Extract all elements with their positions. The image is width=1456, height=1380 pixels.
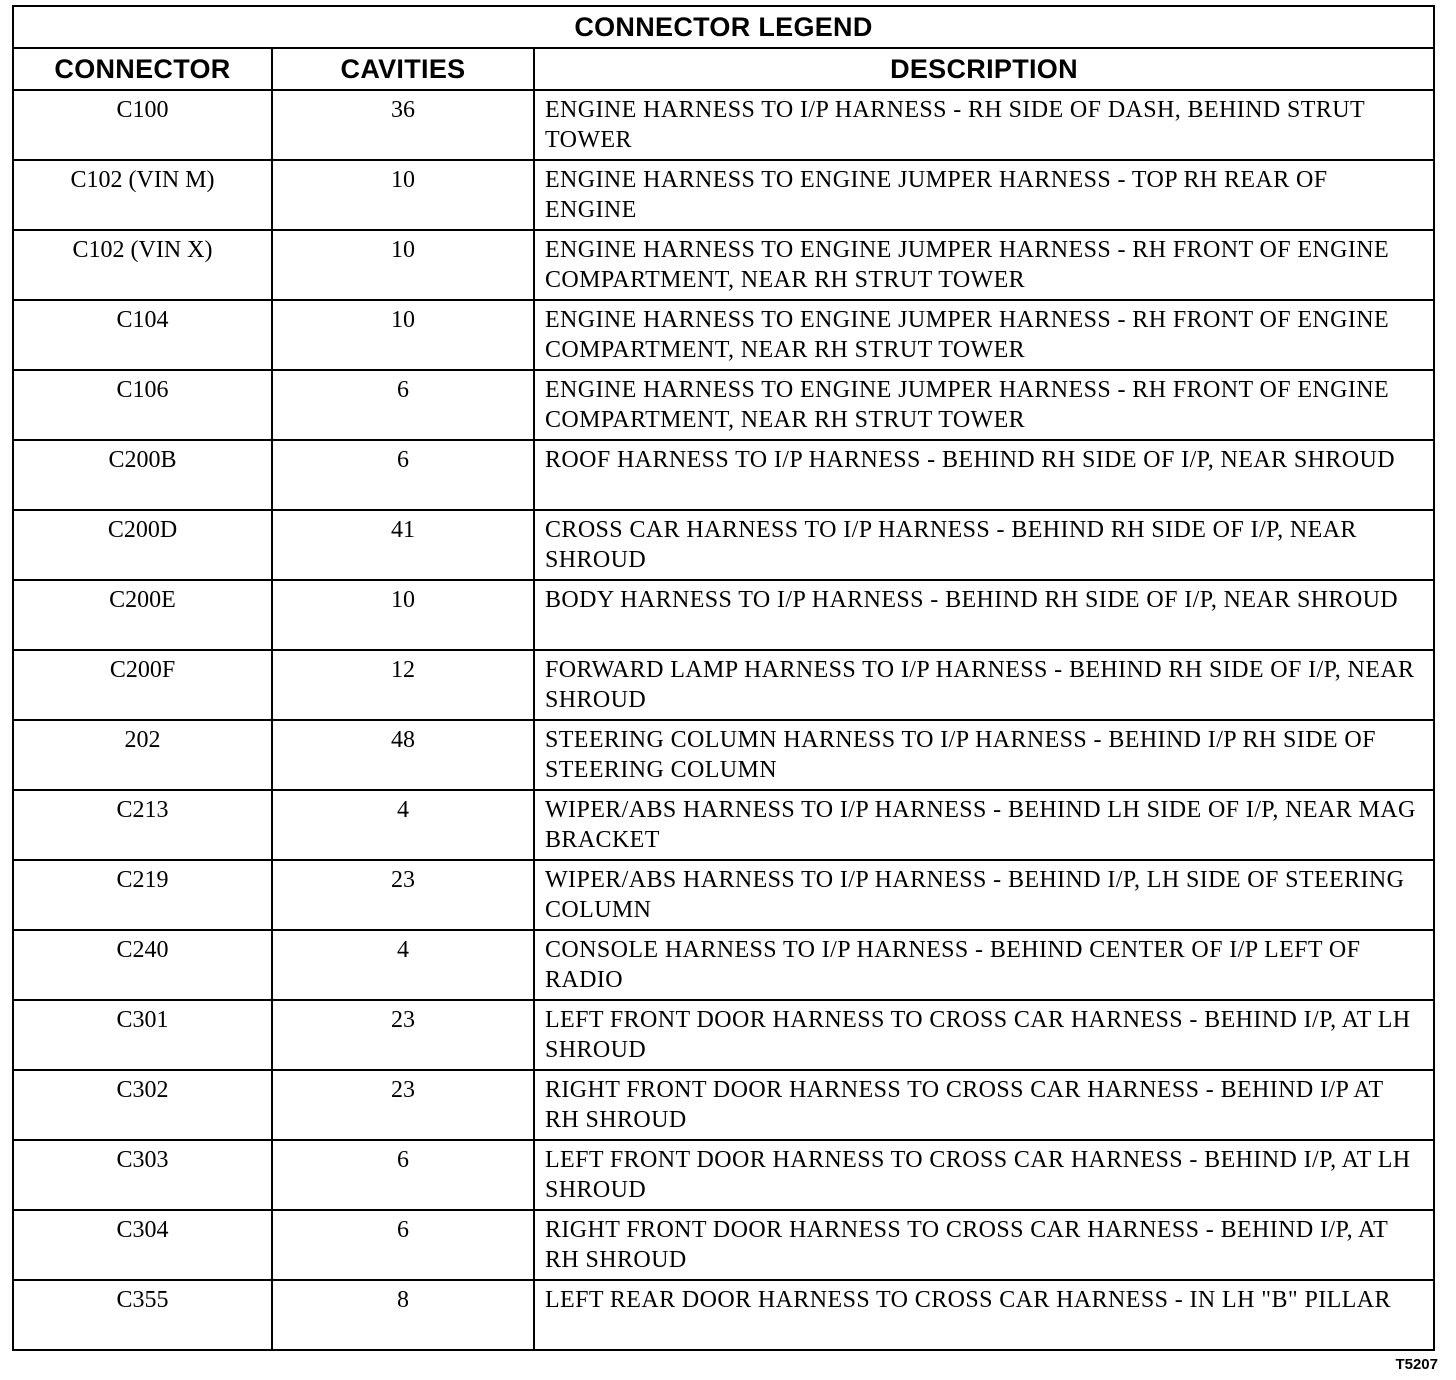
- connector-cell: C106: [13, 370, 272, 440]
- description-cell: CONSOLE HARNESS TO I/P HARNESS - BEHIND CENTER OF I/P LEFT OF RADIO: [534, 930, 1434, 1000]
- description-cell: WIPER/ABS HARNESS TO I/P HARNESS - BEHIND LH SIDE OF I/P, NEAR MAG BRACKET: [534, 790, 1434, 860]
- description-cell: ENGINE HARNESS TO I/P HARNESS - RH SIDE OF DASH, BEHIND STRUT TOWER: [534, 90, 1434, 160]
- description-cell: RIGHT FRONT DOOR HARNESS TO CROSS CAR HARNESS - BEHIND I/P AT RH SHROUD: [534, 1070, 1434, 1140]
- connector-cell: C302: [13, 1070, 272, 1140]
- connector-cell: C200F: [13, 650, 272, 720]
- table-row: [13, 230, 1434, 300]
- connector-cell: C100: [13, 90, 272, 160]
- cavities-cell: 8: [272, 1280, 534, 1350]
- cavities-cell: 41: [272, 510, 534, 580]
- connector-cell: C303: [13, 1140, 272, 1210]
- description-cell: RIGHT FRONT DOOR HARNESS TO CROSS CAR HARNESS - BEHIND I/P, AT RH SHROUD: [534, 1210, 1434, 1280]
- connector-cell: C104: [13, 300, 272, 370]
- connector-cell: C219: [13, 860, 272, 930]
- table-row: [13, 300, 1434, 370]
- cavities-cell: 23: [272, 860, 534, 930]
- connector-cell: C102 (VIN X): [13, 230, 272, 300]
- table-row: [13, 930, 1434, 1000]
- connector-cell: C200E: [13, 580, 272, 650]
- cavities-cell: 4: [272, 930, 534, 1000]
- connector-cell: C200D: [13, 510, 272, 580]
- description-cell: LEFT FRONT DOOR HARNESS TO CROSS CAR HARNESS - BEHIND I/P, AT LH SHROUD: [534, 1140, 1434, 1210]
- connector-cell: C304: [13, 1210, 272, 1280]
- connector-cell: C240: [13, 930, 272, 1000]
- figure-code: T5207: [1395, 1356, 1438, 1373]
- description-cell: ENGINE HARNESS TO ENGINE JUMPER HARNESS - RH FRONT OF ENGINE COMPARTMENT, NEAR RH STRUT TOWER: [534, 370, 1434, 440]
- connector-cell: C355: [13, 1280, 272, 1350]
- table-body: [13, 90, 1434, 1350]
- cavities-cell: 10: [272, 300, 534, 370]
- table-row: [13, 1000, 1434, 1070]
- header-connector: CONNECTOR: [13, 48, 272, 90]
- description-cell: LEFT FRONT DOOR HARNESS TO CROSS CAR HARNESS - BEHIND I/P, AT LH SHROUD: [534, 1000, 1434, 1070]
- table-row: [13, 860, 1434, 930]
- table-row: [13, 1280, 1434, 1350]
- connector-cell: C301: [13, 1000, 272, 1070]
- description-cell: BODY HARNESS TO I/P HARNESS - BEHIND RH SIDE OF I/P, NEAR SHROUD: [534, 580, 1434, 650]
- table-row: [13, 1140, 1434, 1210]
- header-description: DESCRIPTION: [534, 48, 1434, 90]
- cavities-cell: 10: [272, 160, 534, 230]
- table-row: [13, 1210, 1434, 1280]
- cavities-cell: 23: [272, 1070, 534, 1140]
- description-cell: ROOF HARNESS TO I/P HARNESS - BEHIND RH SIDE OF I/P, NEAR SHROUD: [534, 440, 1434, 510]
- table-row: [13, 790, 1434, 860]
- cavities-cell: 10: [272, 230, 534, 300]
- cavities-cell: 6: [272, 440, 534, 510]
- description-cell: LEFT REAR DOOR HARNESS TO CROSS CAR HARNESS - IN LH "B" PILLAR: [534, 1280, 1434, 1350]
- description-cell: WIPER/ABS HARNESS TO I/P HARNESS - BEHIND I/P, LH SIDE OF STEERING COLUMN: [534, 860, 1434, 930]
- connector-cell: C200B: [13, 440, 272, 510]
- table-row: [13, 1070, 1434, 1140]
- table-row: [13, 720, 1434, 790]
- table-header-row: [13, 48, 1434, 90]
- cavities-cell: 6: [272, 1210, 534, 1280]
- cavities-cell: 6: [272, 1140, 534, 1210]
- description-cell: CROSS CAR HARNESS TO I/P HARNESS - BEHIND RH SIDE OF I/P, NEAR SHROUD: [534, 510, 1434, 580]
- cavities-cell: 48: [272, 720, 534, 790]
- description-cell: ENGINE HARNESS TO ENGINE JUMPER HARNESS - RH FRONT OF ENGINE COMPARTMENT, NEAR RH STRUT TOWER: [534, 300, 1434, 370]
- description-cell: ENGINE HARNESS TO ENGINE JUMPER HARNESS - TOP RH REAR OF ENGINE: [534, 160, 1434, 230]
- connector-cell: 202: [13, 720, 272, 790]
- connector-legend-table: [12, 5, 1435, 1351]
- table-row: [13, 510, 1434, 580]
- cavities-cell: 23: [272, 1000, 534, 1070]
- cavities-cell: 4: [272, 790, 534, 860]
- table-row: [13, 90, 1434, 160]
- description-cell: ENGINE HARNESS TO ENGINE JUMPER HARNESS - RH FRONT OF ENGINE COMPARTMENT, NEAR RH STRUT TOWER: [534, 230, 1434, 300]
- connector-cell: C213: [13, 790, 272, 860]
- cavities-cell: 10: [272, 580, 534, 650]
- cavities-cell: 6: [272, 370, 534, 440]
- table-row: [13, 370, 1434, 440]
- table-row: [13, 580, 1434, 650]
- table-row: [13, 650, 1434, 720]
- table-title-row: [13, 6, 1434, 48]
- description-cell: FORWARD LAMP HARNESS TO I/P HARNESS - BEHIND RH SIDE OF I/P, NEAR SHROUD: [534, 650, 1434, 720]
- header-cavities: CAVITIES: [272, 48, 534, 90]
- table-title: CONNECTOR LEGEND: [13, 6, 1434, 48]
- connector-cell: C102 (VIN M): [13, 160, 272, 230]
- table-row: [13, 160, 1434, 230]
- cavities-cell: 36: [272, 90, 534, 160]
- description-cell: STEERING COLUMN HARNESS TO I/P HARNESS - BEHIND I/P RH SIDE OF STEERING COLUMN: [534, 720, 1434, 790]
- table-row: [13, 440, 1434, 510]
- cavities-cell: 12: [272, 650, 534, 720]
